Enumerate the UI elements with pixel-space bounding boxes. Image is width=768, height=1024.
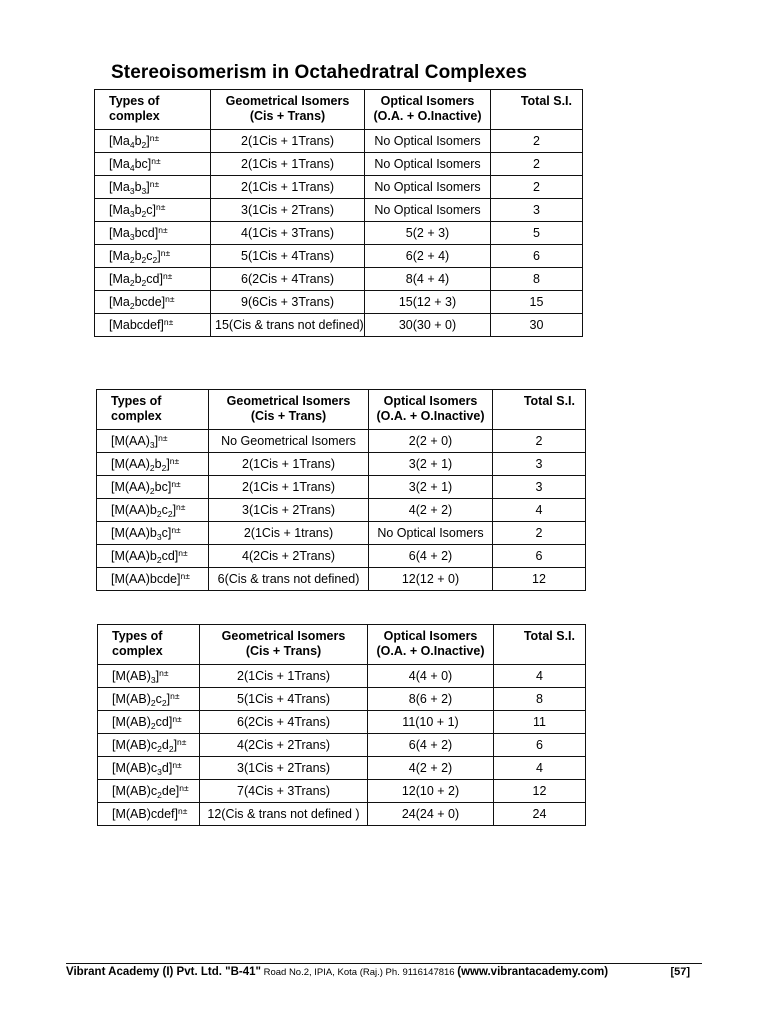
optical-isomers-cell: No Optical Isomers [365, 199, 491, 222]
total-si-cell: 15 [491, 291, 583, 314]
total-si-cell: 24 [494, 803, 586, 826]
total-si-cell: 3 [493, 476, 586, 499]
formula-charge: n± [158, 432, 168, 443]
geometrical-isomers-cell: 2(1Cis + 1Trans) [200, 665, 368, 688]
formula-subscript: 2 [157, 789, 162, 800]
geometrical-isomers-cell: 3(1Cis + 2Trans) [209, 499, 369, 522]
formula-text: b [134, 271, 142, 286]
complex-formula [97, 430, 209, 453]
header-geometrical-isomers: Geometrical Isomers (Cis + Trans) [200, 625, 368, 665]
formula-charge: n± [179, 782, 189, 793]
table-row [97, 545, 586, 568]
page-number: [57] [670, 966, 690, 978]
header-total-si: Total S.I. [491, 90, 583, 130]
formula-text: [Ma [109, 248, 130, 263]
formula-text: ] [146, 133, 150, 148]
total-si-cell: 4 [494, 757, 586, 780]
formula-text: ] [166, 691, 171, 706]
formula-subscript: 3 [129, 185, 135, 196]
formula-subscript: 4 [129, 139, 135, 150]
total-si-cell: 6 [494, 734, 586, 757]
formula-text: [M(AB) [112, 714, 151, 729]
formula-subscript: 2 [129, 254, 135, 265]
geometrical-isomers-cell: 4(2Cis + 2Trans) [200, 734, 368, 757]
table-row [97, 453, 586, 476]
table-row [98, 665, 586, 688]
formula-text: [Ma [109, 294, 130, 309]
formula-charge: n± [172, 713, 182, 724]
complex-formula [95, 222, 211, 245]
formula-subscript: 3 [149, 439, 155, 450]
table-row [95, 130, 583, 153]
formula-text: [Ma [109, 271, 130, 286]
formula-subscript: 3 [129, 208, 135, 219]
table-row [95, 268, 583, 291]
formula-text: cd] [146, 271, 163, 286]
geometrical-isomers-cell: 7(4Cis + 3Trans) [200, 780, 368, 803]
optical-isomers-cell: 15(12 + 3) [365, 291, 491, 314]
total-si-cell: 5 [491, 222, 583, 245]
stereoisomer-table-1 [94, 89, 583, 337]
optical-isomers-cell: No Optical Isomers [365, 153, 491, 176]
formula-subscript: 2 [167, 508, 173, 519]
formula-text: [Ma [109, 225, 130, 240]
optical-isomers-cell: 11(10 + 1) [368, 711, 494, 734]
formula-text: c [155, 691, 162, 706]
formula-subscript: 3 [157, 766, 162, 777]
optical-isomers-cell: 8(6 + 2) [368, 688, 494, 711]
formula-text: bc] [154, 479, 172, 494]
formula-text: [M(AB) [112, 668, 151, 683]
table-row [97, 499, 586, 522]
table-row [98, 711, 586, 734]
optical-isomers-cell: 4(4 + 0) [368, 665, 494, 688]
geometrical-isomers-cell: 2(1Cis + 1Trans) [211, 130, 365, 153]
optical-isomers-cell: No Optical Isomers [365, 176, 491, 199]
formula-text: ] [166, 456, 170, 471]
complex-formula [95, 153, 211, 176]
formula-subscript: 2 [141, 277, 147, 288]
complex-formula [95, 130, 211, 153]
total-si-cell: 2 [491, 176, 583, 199]
table-row [98, 803, 586, 826]
geometrical-isomers-cell: 4(2Cis + 2Trans) [209, 545, 369, 568]
total-si-cell: 6 [491, 245, 583, 268]
complex-formula [97, 568, 209, 591]
formula-subscript: 3 [141, 185, 147, 196]
formula-subscript: 2 [168, 743, 174, 754]
geometrical-isomers-cell: 6(Cis & trans not defined) [209, 568, 369, 591]
formula-subscript: 2 [129, 300, 135, 311]
table-row [95, 176, 583, 199]
formula-text: c [146, 248, 153, 263]
table-row [95, 222, 583, 245]
formula-text: c] [161, 525, 172, 540]
formula-charge: n± [160, 247, 171, 258]
table-body [98, 665, 586, 826]
geometrical-isomers-cell: 15(Cis & trans not defined) [211, 314, 365, 337]
formula-charge: n± [172, 759, 182, 770]
formula-text: [M(AA)bcde] [111, 571, 181, 586]
formula-text: [Ma [109, 179, 130, 194]
optical-isomers-cell: No Optical Isomers [365, 130, 491, 153]
optical-isomers-cell: No Optical Isomers [369, 522, 493, 545]
complex-formula [95, 245, 211, 268]
formula-charge: n± [170, 690, 180, 701]
formula-text: d [161, 737, 169, 752]
table-row [98, 780, 586, 803]
total-si-cell: 30 [491, 314, 583, 337]
header-types-of-complex: Types of complex [95, 90, 211, 130]
complex-formula [95, 176, 211, 199]
formula-text: b [154, 456, 162, 471]
formula-subscript: 2 [150, 697, 156, 708]
formula-subscript: 2 [157, 743, 162, 754]
formula-subscript: 2 [141, 208, 147, 219]
page-footer [66, 966, 702, 978]
formula-text: bc] [134, 156, 152, 171]
complex-formula [97, 545, 209, 568]
geometrical-isomers-cell: 9(6Cis + 3Trans) [211, 291, 365, 314]
formula-charge: n± [165, 293, 175, 304]
formula-subscript: 2 [141, 139, 147, 150]
formula-text: [M(AB)c [112, 760, 158, 775]
formula-text: [M(AA)b [111, 548, 157, 563]
formula-subscript: 2 [156, 554, 162, 565]
formula-text: de] [161, 783, 180, 798]
formula-text: b [134, 202, 142, 217]
geometrical-isomers-cell: 6(2Cis + 4Trans) [211, 268, 365, 291]
formula-text: [M(AB) [112, 691, 151, 706]
formula-charge: n± [169, 455, 180, 466]
geometrical-isomers-cell: 2(1Cis + 1Trans) [209, 476, 369, 499]
formula-charge: n± [159, 667, 169, 678]
optical-isomers-cell: 3(2 + 1) [369, 453, 493, 476]
geometrical-isomers-cell: 2(1Cis + 1Trans) [211, 153, 365, 176]
optical-isomers-cell: 6(2 + 4) [365, 245, 491, 268]
footer-company: Vibrant Academy (I) Pvt. Ltd. "B-41" [66, 966, 261, 978]
formula-text: ] [173, 737, 178, 752]
optical-isomers-cell: 8(4 + 4) [365, 268, 491, 291]
total-si-cell: 11 [494, 711, 586, 734]
formula-text: c] [146, 202, 156, 217]
optical-isomers-cell: 24(24 + 0) [368, 803, 494, 826]
formula-text: [Ma [109, 133, 130, 148]
geometrical-isomers-cell: 2(1Cis + 1Trans) [211, 176, 365, 199]
total-si-cell: 4 [494, 665, 586, 688]
table-row [98, 688, 586, 711]
optical-isomers-cell: 4(2 + 2) [369, 499, 493, 522]
formula-text: [M(AA) [111, 433, 150, 448]
total-si-cell: 3 [491, 199, 583, 222]
geometrical-isomers-cell: 5(1Cis + 4Trans) [211, 245, 365, 268]
header-types-of-complex: Types of complex [97, 390, 209, 430]
formula-subscript: 2 [156, 508, 162, 519]
stereoisomer-table-2 [96, 389, 586, 591]
geometrical-isomers-cell: 2(1Cis + 1trans) [209, 522, 369, 545]
complex-formula [98, 688, 200, 711]
footer-website: (www.vibrantacademy.com) [457, 966, 609, 978]
formula-subscript: 2 [149, 462, 155, 473]
complex-formula [98, 711, 200, 734]
table-body [97, 430, 586, 591]
table-row [95, 153, 583, 176]
total-si-cell: 8 [494, 688, 586, 711]
geometrical-isomers-cell: 3(1Cis + 2Trans) [200, 757, 368, 780]
formula-text: b [134, 179, 142, 194]
total-si-cell: 6 [493, 545, 586, 568]
complex-formula [95, 268, 211, 291]
formula-subscript: 4 [129, 162, 135, 173]
complex-formula [95, 314, 211, 337]
complex-formula [97, 522, 209, 545]
formula-text: ] [172, 502, 177, 517]
table-row [97, 522, 586, 545]
optical-isomers-cell: 12(12 + 0) [369, 568, 493, 591]
formula-charge: n± [180, 570, 190, 581]
optical-isomers-cell: 4(2 + 2) [368, 757, 494, 780]
formula-text: [M(AB)c [112, 737, 158, 752]
formula-text: b [134, 248, 142, 263]
table-row [98, 734, 586, 757]
total-si-cell: 12 [493, 568, 586, 591]
geometrical-isomers-cell: 2(1Cis + 1Trans) [209, 453, 369, 476]
header-total-si: Total S.I. [494, 625, 586, 665]
formula-subscript: 2 [129, 277, 135, 288]
formula-text: ] [157, 248, 161, 263]
formula-text: b [134, 133, 142, 148]
formula-text: bcde] [134, 294, 166, 309]
page-title: Stereoisomerism in Octahedratral Complexes [111, 62, 528, 83]
geometrical-isomers-cell: 12(Cis & trans not defined ) [200, 803, 368, 826]
formula-subscript: 3 [150, 674, 156, 685]
formula-charge: n± [178, 805, 188, 816]
formula-charge: n± [171, 524, 181, 535]
formula-text: [M(AA) [111, 456, 150, 471]
table-body [95, 130, 583, 337]
complex-formula [97, 499, 209, 522]
optical-isomers-cell: 12(10 + 2) [368, 780, 494, 803]
formula-charge: n± [149, 132, 160, 143]
footer-divider [66, 963, 702, 964]
total-si-cell: 12 [494, 780, 586, 803]
total-si-cell: 4 [493, 499, 586, 522]
formula-charge: n± [151, 155, 161, 166]
formula-text: [M(AB)cdef] [112, 806, 178, 821]
geometrical-isomers-cell: 6(2Cis + 4Trans) [200, 711, 368, 734]
header-types-of-complex: Types of complex [98, 625, 200, 665]
footer-address: Road No.2, IPIA, Kota (Raj.) Ph. 9116147816 [260, 967, 458, 978]
formula-subscript: 2 [141, 254, 147, 265]
formula-subscript: 2 [152, 254, 158, 265]
formula-text: [Ma [109, 202, 130, 217]
geometrical-isomers-cell: 3(1Cis + 2Trans) [211, 199, 365, 222]
formula-text: [M(AA)b [111, 502, 157, 517]
table-row [98, 757, 586, 780]
complex-formula [97, 453, 209, 476]
total-si-cell: 8 [491, 268, 583, 291]
formula-charge: n± [171, 478, 181, 489]
table-row [97, 476, 586, 499]
formula-text: c [161, 502, 168, 517]
complex-formula [98, 757, 200, 780]
formula-text: [M(AA)b [111, 525, 157, 540]
table-row [95, 199, 583, 222]
formula-subscript: 2 [150, 720, 156, 731]
formula-charge: n± [158, 224, 168, 235]
formula-text: [M(AA) [111, 479, 150, 494]
table-row [97, 568, 586, 591]
optical-isomers-cell: 2(2 + 0) [369, 430, 493, 453]
geometrical-isomers-cell: 4(1Cis + 3Trans) [211, 222, 365, 245]
optical-isomers-cell: 5(2 + 3) [365, 222, 491, 245]
formula-text: cd] [155, 714, 173, 729]
formula-subscript: 3 [156, 531, 162, 542]
optical-isomers-cell: 6(4 + 2) [369, 545, 493, 568]
header-optical-isomers: Optical Isomers (O.A. + O.Inactive) [368, 625, 494, 665]
formula-charge: n± [156, 201, 166, 212]
formula-subscript: 2 [149, 485, 155, 496]
formula-charge: n± [162, 270, 173, 281]
formula-text: [Ma [109, 156, 130, 171]
formula-charge: n± [149, 178, 160, 189]
table-row [95, 245, 583, 268]
table-row [95, 291, 583, 314]
complex-formula [98, 665, 200, 688]
formula-charge: n± [178, 547, 188, 558]
formula-text: [M(AB)c [112, 783, 158, 798]
table-row [97, 430, 586, 453]
formula-charge: n± [177, 736, 187, 747]
total-si-cell: 2 [493, 522, 586, 545]
stereoisomer-table-3 [97, 624, 586, 826]
table-row [95, 314, 583, 337]
header-total-si: Total S.I. [493, 390, 586, 430]
complex-formula [98, 734, 200, 757]
formula-charge: n± [163, 316, 174, 327]
formula-text: ] [146, 179, 150, 194]
complex-formula [95, 199, 211, 222]
header-geometrical-isomers: Geometrical Isomers (Cis + Trans) [211, 90, 365, 130]
formula-text: [Mabcdef] [109, 317, 164, 332]
header-optical-isomers: Optical Isomers (O.A. + O.Inactive) [365, 90, 491, 130]
formula-subscript: 2 [161, 697, 167, 708]
complex-formula [98, 803, 200, 826]
formula-charge: n± [176, 501, 186, 512]
formula-text: ] [155, 668, 160, 683]
optical-isomers-cell: 6(4 + 2) [368, 734, 494, 757]
geometrical-isomers-cell: No Geometrical Isomers [209, 430, 369, 453]
header-geometrical-isomers: Geometrical Isomers (Cis + Trans) [209, 390, 369, 430]
formula-subscript: 3 [129, 231, 135, 242]
formula-text: ] [154, 433, 159, 448]
total-si-cell: 3 [493, 453, 586, 476]
complex-formula [95, 291, 211, 314]
header-optical-isomers: Optical Isomers (O.A. + O.Inactive) [369, 390, 493, 430]
total-si-cell: 2 [491, 130, 583, 153]
formula-text: bcd] [134, 225, 159, 240]
geometrical-isomers-cell: 5(1Cis + 4Trans) [200, 688, 368, 711]
optical-isomers-cell: 30(30 + 0) [365, 314, 491, 337]
complex-formula [97, 476, 209, 499]
formula-subscript: 2 [161, 462, 167, 473]
total-si-cell: 2 [493, 430, 586, 453]
optical-isomers-cell: 3(2 + 1) [369, 476, 493, 499]
total-si-cell: 2 [491, 153, 583, 176]
formula-text: d] [161, 760, 173, 775]
complex-formula [98, 780, 200, 803]
formula-text: cd] [161, 548, 179, 563]
